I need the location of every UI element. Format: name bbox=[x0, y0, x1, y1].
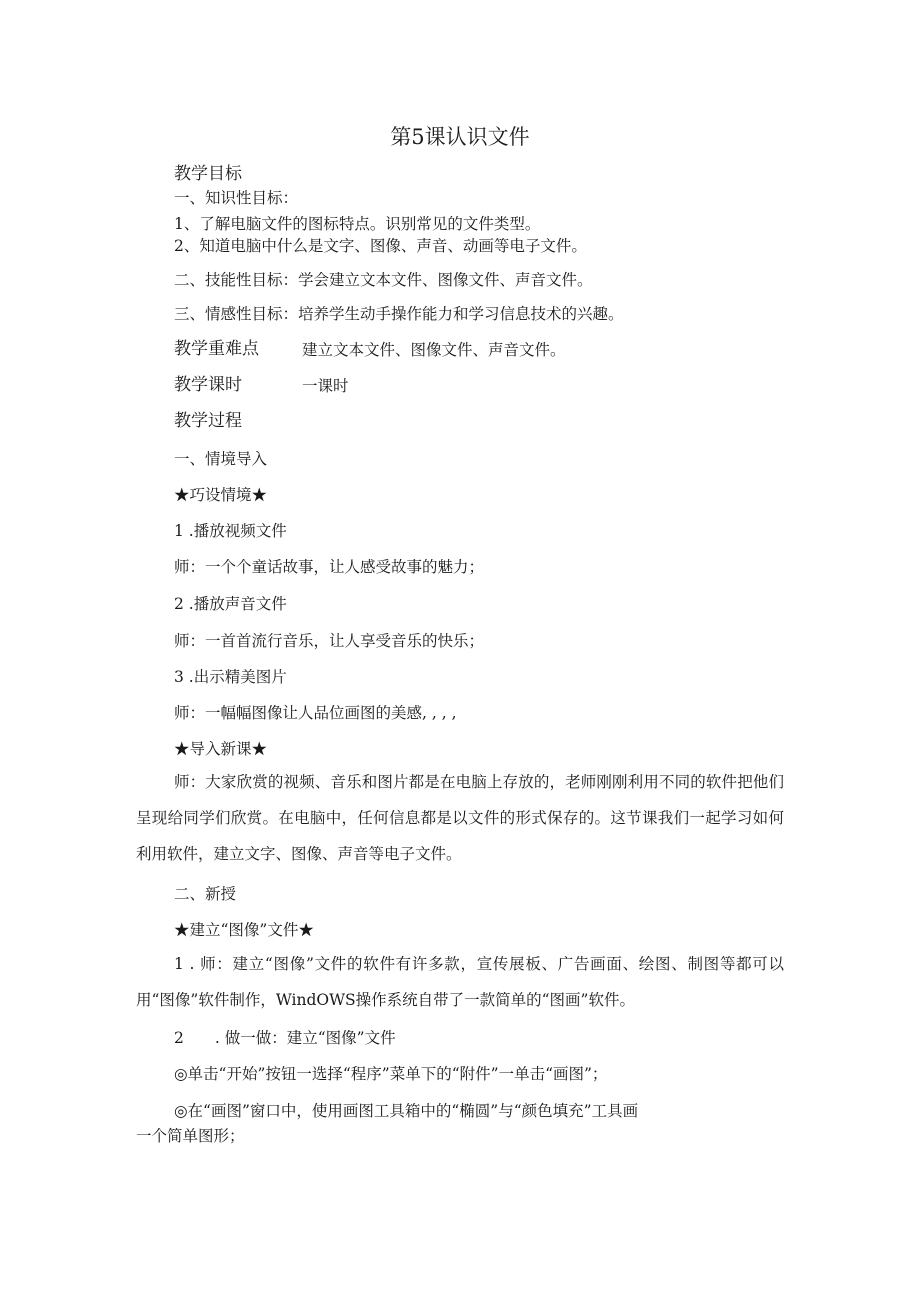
step-2-line-2: 一个简单图形； bbox=[136, 1127, 245, 1145]
knowledge-item-2: 2、知道电脑中什么是文字、图像、声音、动画等电子文件。 bbox=[174, 237, 587, 255]
hours-value: 一课时 bbox=[302, 377, 349, 395]
section-2-heading: 二、新授 bbox=[174, 885, 237, 903]
goals-heading: 教学目标 bbox=[174, 164, 242, 184]
teacher-line-2: 师：一首首流行音乐，让人享受音乐的快乐； bbox=[174, 632, 485, 650]
process-heading: 教学过程 bbox=[174, 411, 242, 431]
skill-goal: 二、技能性目标：学会建立文本文件、图像文件、声音文件。 bbox=[174, 271, 593, 289]
new-item-1-paragraph: 1 . 师：建立“图像”文件的软件有许多款，宣传展板、广告画面、绘图、制图等都可以用“图像”软件制作，WindOWS操作系统自带了一款简单的“图画”软件。 bbox=[136, 955, 784, 1009]
list-item-3: 3 .出示精美图片 bbox=[174, 668, 287, 686]
key-points-label: 教学重难点 bbox=[174, 339, 259, 359]
star-heading-1: ★巧设情境★ bbox=[174, 486, 268, 504]
teacher-line-3: 师：一幅幅图像让人品位画图的美感, , , , bbox=[174, 704, 457, 722]
teacher-line-1: 师：一个个童话故事，让人感受故事的魅力； bbox=[174, 558, 485, 576]
intro-paragraph: 师：大家欣赏的视频、音乐和图片都是在电脑上存放的，老师刚刚利用不同的软件把他们呈现给同学们欣赏。在电脑中，任何信息都是以文件的形式保存的。这节课我们一起学习如何利用软件，建立文字、图像、声音等电子文件。 bbox=[136, 773, 784, 863]
step-1: ◎单击“开始”按钮一选择“程序”菜单下的“附件”一单击“画图”； bbox=[174, 1065, 608, 1083]
section-1-heading: 一、情境导入 bbox=[174, 450, 268, 468]
page-title: 第5课认识文件 bbox=[390, 125, 530, 149]
star-heading-3: ★建立“图像”文件★ bbox=[174, 921, 314, 939]
knowledge-item-1: 1、了解电脑文件的图标特点。识别常见的文件类型。 bbox=[174, 215, 541, 233]
knowledge-heading: 一、知识性目标： bbox=[174, 189, 299, 207]
step-2-line-1: ◎在“画图”窗口中，使用画图工具箱中的“椭圆”与“颜色填充”工具画 bbox=[174, 1102, 639, 1120]
star-heading-2: ★导入新课★ bbox=[174, 740, 268, 758]
list-item-2: 2 .播放声音文件 bbox=[174, 595, 287, 613]
key-points-value: 建立文本文件、图像文件、声音文件。 bbox=[302, 341, 566, 359]
list-item-1: 1 .播放视频文件 bbox=[174, 522, 287, 540]
hours-label: 教学课时 bbox=[174, 375, 242, 395]
new-item-2: 2 . 做一做：建立“图像”文件 bbox=[174, 1029, 396, 1047]
emotion-goal: 三、情感性目标：培养学生动手操作能力和学习信息技术的兴趣。 bbox=[174, 305, 624, 323]
